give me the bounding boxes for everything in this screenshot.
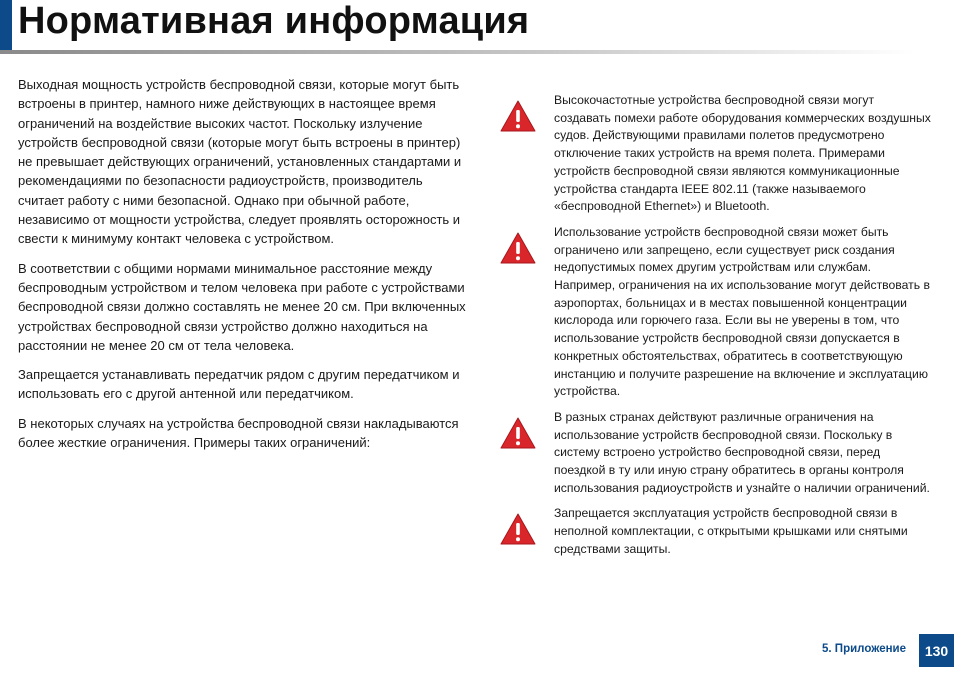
warning-text: Высокочастотные устройства беспроводной связи могут создавать помехи работе оборудования коммерческих воздушных судов. Действующими правилами полетов предусмотрено отключение таких устройств на время полета. Примерами устройств беспроводной связи являются коммуникационные устройства стандарта IEEE 802.11 (также называемого «беспроводной Ethernet») и Bluetooth. (554, 93, 931, 214)
paragraph: Выходная мощность устройств беспроводной связи, которые могут быть встроены в принтер, намного ниже действующих в настоящее время ограничений на воздействие высоких частот. Поскольку излучение устройств беспроводной связи (которые могут быть встроены в принтер) не превышает действующих ограничений, установленных стандартами и рекомендациями по безопасности радиоустройств, производитель считает работу с ними безопасной. Однако при обычной работе, независимо от мощности устройства, следует проявлять осторожность и свести к минимуму контакт человека с устройством. (18, 77, 462, 247)
paragraph: В соответствии с общими нормами минимальное расстояние между беспроводным устройством и телом человека при работе с устройствами беспроводной связи должно составлять не менее 20 см. При включенных устройствах беспроводной связи устройство должно находиться на расстоянии не менее 20 см от тела человека. (18, 260, 466, 353)
warning-text: Использование устройств беспроводной связи может быть ограничено или запрещено, если существует риск создания недопустимых помех другим устройствам или службам. Например, ограничения на их использование могут действовать в аэропортах, больницах и в местах повышенной концентрации кислорода или горючего газа. Если вы не уверены в том, что использование устройств беспроводной связи допускается в конкретных обстоятельствах, обратитесь в соответствующую инстанцию и получите разрешение на включение и эксплуатацию устройства. (554, 224, 930, 399)
left-column (18, 75, 466, 462)
paragraph: Запрещается устанавливать передатчик рядом с другим передатчиком и использовать его с другой антенной или передатчиком. (18, 367, 460, 402)
footer-section-link[interactable]: 5. Приложение (822, 643, 906, 655)
warning-icon (500, 92, 554, 216)
page-number: 130 (919, 634, 954, 667)
title-divider (0, 50, 915, 54)
paragraph: В некоторых случаях на устройства беспроводной связи накладываются более жесткие ограничения. Примеры таких ограничений: (18, 415, 459, 451)
warnings-column (500, 92, 932, 567)
warning-icon (500, 224, 554, 401)
warning-item (500, 224, 932, 401)
warning-text: В разных странах действуют различные ограничения на использование устройств беспроводной связи. Поскольку в систему встроено устройство беспроводной связи, перед поездкой в ту или иную страну обратитесь в органы контроля использования радиоустройств и узнайте о наличии ограничений. (554, 409, 930, 495)
warning-icon (500, 409, 554, 498)
header-accent-bar (0, 0, 12, 52)
warning-item (500, 409, 932, 498)
page-title: Нормативная информация (18, 0, 530, 42)
warning-item (500, 505, 932, 558)
warning-text: Запрещается эксплуатация устройств беспроводной связи в неполной комплектации, с открытыми крышками или снятыми средствами защиты. (554, 506, 908, 556)
warning-icon (500, 505, 554, 558)
warning-item (500, 92, 932, 216)
